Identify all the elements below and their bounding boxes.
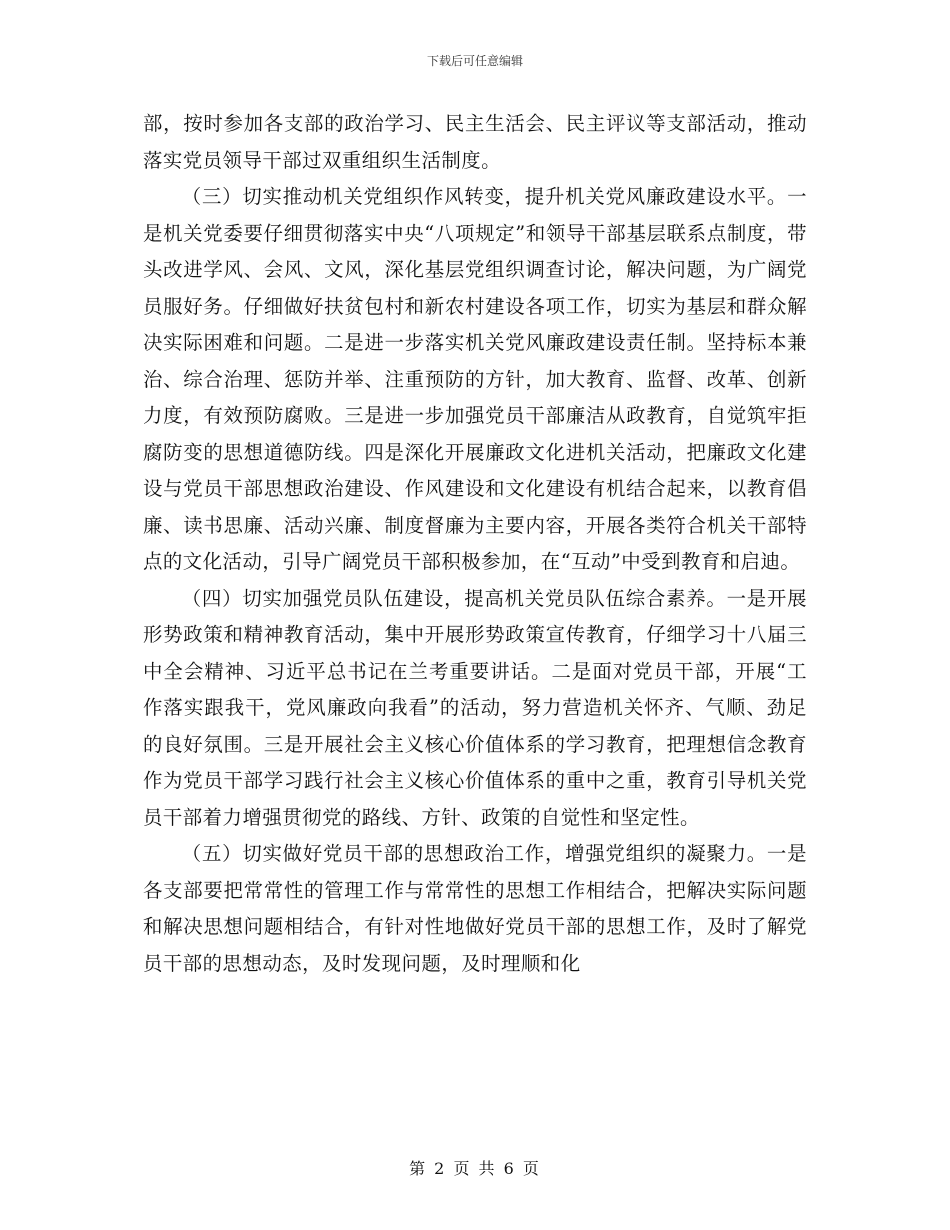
page-footer: 第 2 页 共 6 页	[409, 1159, 541, 1178]
document-body	[143, 106, 807, 982]
page-header: 下载后可任意编辑	[426, 54, 523, 68]
paragraph-section-3: （三）切实推动机关党组织作风转变，提升机关党风廉政建设水平。一是机关党委要仔细贯彻落实中央“八项规定”和领导干部基层联系点制度，带头改进学风、会风、文风，深化基层党组织调查讨论，解决问题，为广阔党员服好务。仔细做好扶贫包村和新农村建设各项工作，切实为基层和群众解决实际困难和问题。二是进一步落实机关党风廉政建设责任制。坚持标本兼治、综合治理、惩防并举、注重预防的方针，加大教育、监督、改革、创新力度，有效预防腐败。三是进一步加强党员干部廉洁从政教育，自觉筑牢拒腐防变的思想道德防线。四是深化开展廉政文化进机关活动，把廉政文化建设与党员干部思想政治建设、作风建设和文化建设有机结合起来，以教育倡廉、读书思廉、活动兴廉、制度督廉为主要内容，开展各类符合机关干部特点的文化活动，引导广阔党员干部积极参加，在“互动”中受到教育和启迪。	[143, 185, 807, 573]
paragraph-section-5: （五）切实做好党员干部的思想政治工作，增强党组织的凝聚力。一是各支部要把常常性的管理工作与常常性的思想工作相结合，把解决实际问题和解决思想问题相结合，有针对性地做好党员干部的思想工作，及时了解党员干部的思想动态，及时发现问题，及时理顺和化	[143, 842, 807, 975]
paragraph-continuation: 部，按时参加各支部的政治学习、民主生活会、民主评议等支部活动，推动落实党员领导干部过双重组织生活制度。	[143, 112, 807, 172]
paragraph-section-4: （四）切实加强党员队伍建设，提高机关党员队伍综合素养。一是开展形势政策和精神教育活动，集中开展形势政策宣传教育，仔细学习十八届三中全会精神、习近平总书记在兰考重要讲话。二是面对党员干部，开展“工作落实跟我干，党风廉政向我看”的活动，努力营造机关怀齐、气顺、劲足的良好氛围。三是开展社会主义核心价值体系的学习教育，把理想信念教育作为党员干部学习践行社会主义核心价值体系的重中之重，教育引导机关党员干部着力增强贯彻党的路线、方针、政策的自觉性和坚定性。	[143, 586, 807, 829]
